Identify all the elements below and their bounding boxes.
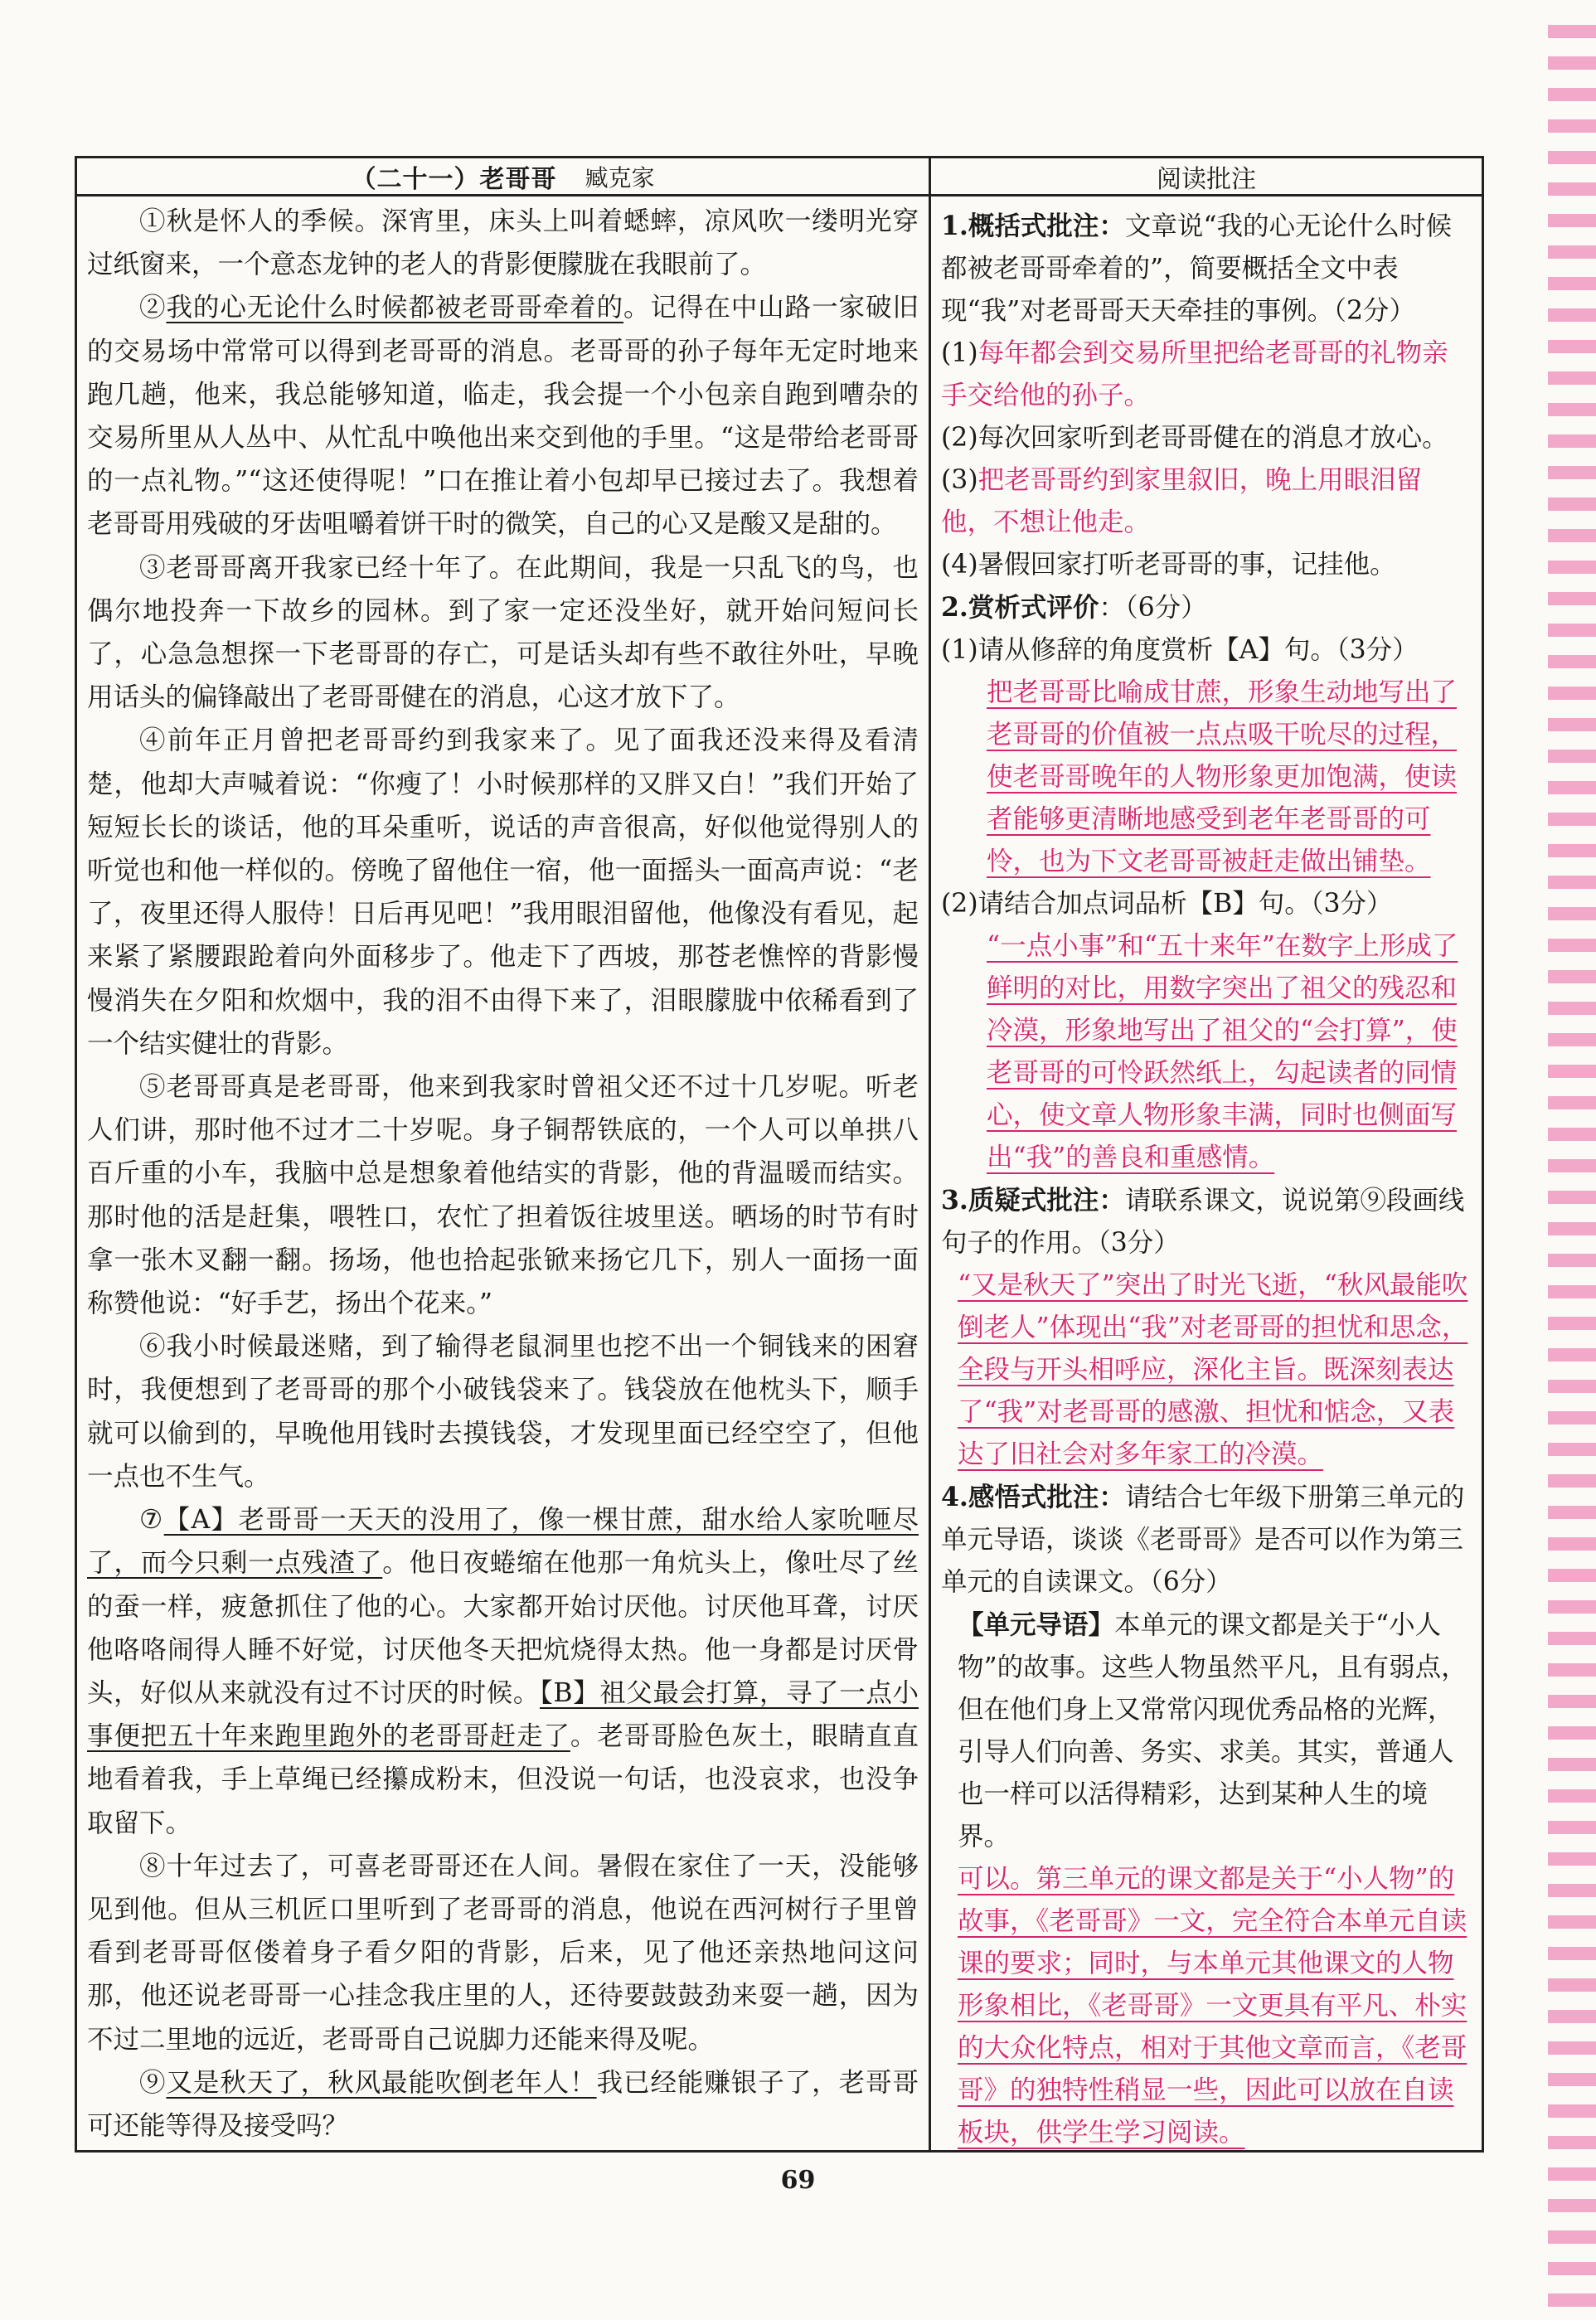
notes-title: 阅读批注	[1157, 164, 1256, 194]
answer-1-4: (4)暑假回家打听老哥哥的事，记挂他。	[941, 550, 1396, 580]
answer-2-1	[941, 672, 1470, 883]
paragraph-8: ⑧十年过去了，可喜老哥哥还在人间。暑假在家住了一天，没能够见到他。但从三机匠口里听到了老哥哥的消息，他说在西河树行子里曾看到老哥哥伛偻着身子看夕阳的背影，后来，见了他还亲热地问这问那，他还说老哥哥一心挂念我庄里的人，还待要鼓鼓劲来耍一趟，因为不过二里地的远近，老哥哥自己说脚力还能来得及呢。	[87, 1851, 919, 2055]
question-2-num: 2.	[941, 592, 968, 623]
paragraph-7-mid: 。他日夜蜷缩在他那一角炕头上，像吐尽了丝的蚕一样，疲惫抓住了他的心。大家都开始讨厌他。讨厌他耳聋，讨厌他咯咯闹得人睡不好觉，讨厌他冬天把炕烧得太热。他一身都是讨厌骨头，好似从来就没有过不讨厌的时候。	[87, 1548, 919, 1708]
answer-1-2: (2)每次回家听到老哥哥健在的消息才放心。	[941, 423, 1448, 453]
question-4-text: 请结合七年级下册第三单元的单元导语，谈谈《老哥哥》是否可以作为第三单元的自读课文。（6分）	[941, 1483, 1465, 1597]
notes-body	[931, 197, 1482, 2154]
paragraph-2	[87, 286, 919, 546]
answer-1-3-prefix: (3)	[941, 465, 978, 495]
question-2-text: ：（6分）	[1099, 593, 1207, 623]
paragraph-5: ⑤老哥哥真是老哥哥，他来到我家时曾祖父还不过十几岁呢。听老人们讲，那时他不过才二十岁呢。身子铜帮铁底的，一个人可以单拱八百斤重的小车，我脑中总是想象着他结实的背影，他的背温暖而结实。那时他的活是赶集，喂牲口，农忙了担着饭往坡里送。晒场的时节有时拿一张木叉翻一翻。扬场，他也拾起张锨来扬它几下，别人一面扬一面称赞他说：“好手艺，扬出个花来。”	[87, 1072, 919, 1319]
answer-1-1-text: 每年都会到交易所里把给老哥哥的礼物亲手交给他的孙子。	[941, 338, 1448, 410]
sentence-b: 【B】祖父最会打算，寻了一点小事便把五十年来跑里跑外的老哥哥赶走了	[87, 1677, 919, 1752]
unit-guide-text: 本单元的课文都是关于“小人物”的故事。这些人物虽然平凡，且有弱点，但在他们身上又常常闪现优秀品格的光辉，引导人们向善、务实、求美。其实，普通人也一样可以活得精彩，达到某种人生的境界。	[958, 1610, 1467, 1852]
edge-stripes-decoration	[1548, 25, 1596, 2313]
paragraph-2-rest: 。记得在中山路一家破旧的交易场中常常可以得到老哥哥的消息。老哥哥的孙子每年无定时地来跑几趟，他来，我总能够知道，临走，我会提一个小包亲自跑到嘈杂的交易所里从人丛中、从忙乱中唤他出来交到他的手里。“这是带给老哥哥的一点礼物。”“这还使得呢！”口在推让着小包却早已接过去了。我想着老哥哥用残破的牙齿咀嚼着饼干时的微笑，自己的心又是酸又是甜的。	[87, 293, 919, 540]
unit-guide	[941, 1604, 1470, 1858]
question-1-num: 1.	[941, 211, 968, 241]
answer-2-2-text: “一点小事”和“五十来年”在数字上形成了鲜明的对比，用数字突出了祖父的残忍和冷漠，形象地写出了祖父的“会打算”，使老哥哥的可怜跃然纸上，勾起读者的同情心，使文章人物形象丰满，同时也侧面写出“我”的善良和重感情。	[987, 931, 1458, 1172]
question-2-sub-2: (2)请结合加点词品析【B】句。（3分）	[941, 889, 1393, 919]
worksheet	[75, 156, 1484, 2153]
question-3-label: 质疑式批注：	[968, 1185, 1125, 1216]
paragraph-1: ①秋是怀人的季候。深宵里，床头上叫着蟋蟀，凉风吹一缕明光穿过纸窗来，一个意态龙钟的老人的背影便朦胧在我眼前了。	[87, 206, 919, 280]
paragraph-7-num: ⑦	[139, 1505, 164, 1536]
article-title: （二十一）老哥哥	[351, 164, 557, 194]
article-author: 臧克家	[585, 163, 655, 192]
answer-1-3-text: 把老哥哥约到家里叙旧，晚上用眼泪留他，不想让他走。	[941, 465, 1423, 537]
answer-4-text: 可以。第三单元的课文都是关于“小人物”的故事，《老哥哥》一文，完全符合本单元自读课的要求；同时，与本单元其他课文的人物形象相比，《老哥哥》一文更具有平凡、朴实的大众化特点，相对于其他文章而言，《老哥哥》的独特性稍显一些，因此可以放在自读板块，供学生学习阅读。	[958, 1864, 1467, 2148]
paragraph-3: ③老哥哥离开我家已经十年了。在此期间，我是一只乱飞的鸟，也偶尔地投奔一下故乡的园林。到了家一定还没坐好，就开始问短问长了，心急急想探一下老哥哥的存亡，可是话头却有些不敢往外吐，早晚用话头的偏锋敲出了老哥哥健在的消息，心这才放下了。	[87, 552, 919, 713]
page-number: 69	[780, 2166, 816, 2195]
paragraph-2-num: ②	[139, 293, 167, 323]
question-4-num: 4.	[941, 1482, 968, 1512]
answer-4	[941, 1858, 1470, 2154]
notes-column	[931, 158, 1482, 2150]
answer-1-1	[941, 332, 1470, 417]
answer-2-2	[941, 925, 1470, 1179]
answer-1-3	[941, 459, 1470, 544]
question-2-label: 赏析式评价	[968, 592, 1099, 623]
answer-2-1-text: 把老哥哥比喻成甘蔗，形象生动地写出了老哥哥的价值被一点点吸干吮尽的过程，使老哥哥晚年的人物形象更加饱满，使读者能够更清晰地感受到老年老哥哥的可怜，也为下文老哥哥被赶走做出铺垫。	[987, 677, 1458, 876]
question-3-text: 请联系课文，说说第⑨段画线句子的作用。（3分）	[941, 1186, 1465, 1258]
article-header	[77, 158, 929, 197]
article-body	[77, 197, 929, 2148]
question-1-label: 概括式批注：	[968, 211, 1125, 241]
paragraph-6: ⑥我小时候最迷赌，到了输得老鼠洞里也挖不出一个铜钱来的困窘时，我便想到了老哥哥的那个小破钱袋来了。钱袋放在他枕头下，顺手就可以偷到的，早晚他用钱时去摸钱袋，才发现里面已经空空了，但他一点也不生气。	[87, 1332, 919, 1492]
question-4-label: 感悟式批注：	[968, 1482, 1125, 1512]
question-3-num: 3.	[941, 1185, 968, 1216]
question-2-sub-1: (1)请从修辞的角度赏析【A】句。（3分）	[941, 635, 1419, 665]
paragraph-9-underline: 又是秋天了，秋风最能吹倒老年人！	[166, 2067, 597, 2098]
question-2	[941, 586, 1470, 629]
article-column	[77, 158, 931, 2150]
answer-3-text: “又是秋天了”突出了时光飞逝，“秋风最能吹倒老人”体现出“我”对老哥哥的担忧和思念，全段与开头相呼应，深化主旨。既深刻表达了“我”对老哥哥的感激、担忧和惦念，又表达了旧社会对多年家工的冷漠。	[958, 1270, 1468, 1469]
question-3	[941, 1179, 1470, 1264]
paragraph-9-rest: 我已经能赚银子了，老哥哥可还能等得及接受吗？	[87, 2067, 919, 2141]
paragraph-2-underline: 我的心无论什么时候都被老哥哥牵着的	[166, 293, 624, 323]
question-1-text: 文章说“我的心无论什么时候都被老哥哥牵着的”，简要概括全文中表现“我”对老哥哥天天牵挂的事例。（2分）	[941, 211, 1453, 326]
sentence-a: 【A】老哥哥一天天的没用了，像一棵甘蔗，甜水给人家吮咂尽了，而今只剩一点残渣了	[87, 1505, 919, 1579]
paragraph-9-num: ⑨	[139, 2067, 167, 2098]
notes-header	[931, 158, 1482, 197]
question-1	[941, 205, 1470, 332]
paragraph-7-rest: 。老哥哥脸色灰土，眼睛直直地看着我，手上草绳已经攥成粉末，但没说一句话，也没哀求，也没争取留下。	[87, 1721, 919, 1838]
answer-1-1-prefix: (1)	[941, 338, 978, 368]
paragraph-4: ④前年正月曾把老哥哥约到我家来了。见了面我还没来得及看清楚，他却大声喊着说：“你瘦了！小时候那样的又胖又白！”我们开始了短短长长的谈话，他的耳朵重听，说话的声音很高，好似他觉得别人的听觉也和他一样似的。傍晚了留他住一宿，他一面摇头一面高声说：“老了，夜里还得人服侍！日后再见吧！”我用眼泪留他，他像没有看见，起来紧了紧腰跟跄着向外面移步了。他走下了西坡，那苍老憔悴的背影慢慢消失在夕阳和炊烟中，我的泪不由得下来了，泪眼朦胧中依稀看到了一个结实健壮的背影。	[87, 726, 919, 1059]
paragraph-7	[87, 1498, 919, 1845]
paragraph-9	[87, 2061, 919, 2148]
unit-guide-label: 【单元导语】	[958, 1609, 1115, 1640]
question-4	[941, 1476, 1470, 1604]
answer-3	[941, 1264, 1470, 1476]
